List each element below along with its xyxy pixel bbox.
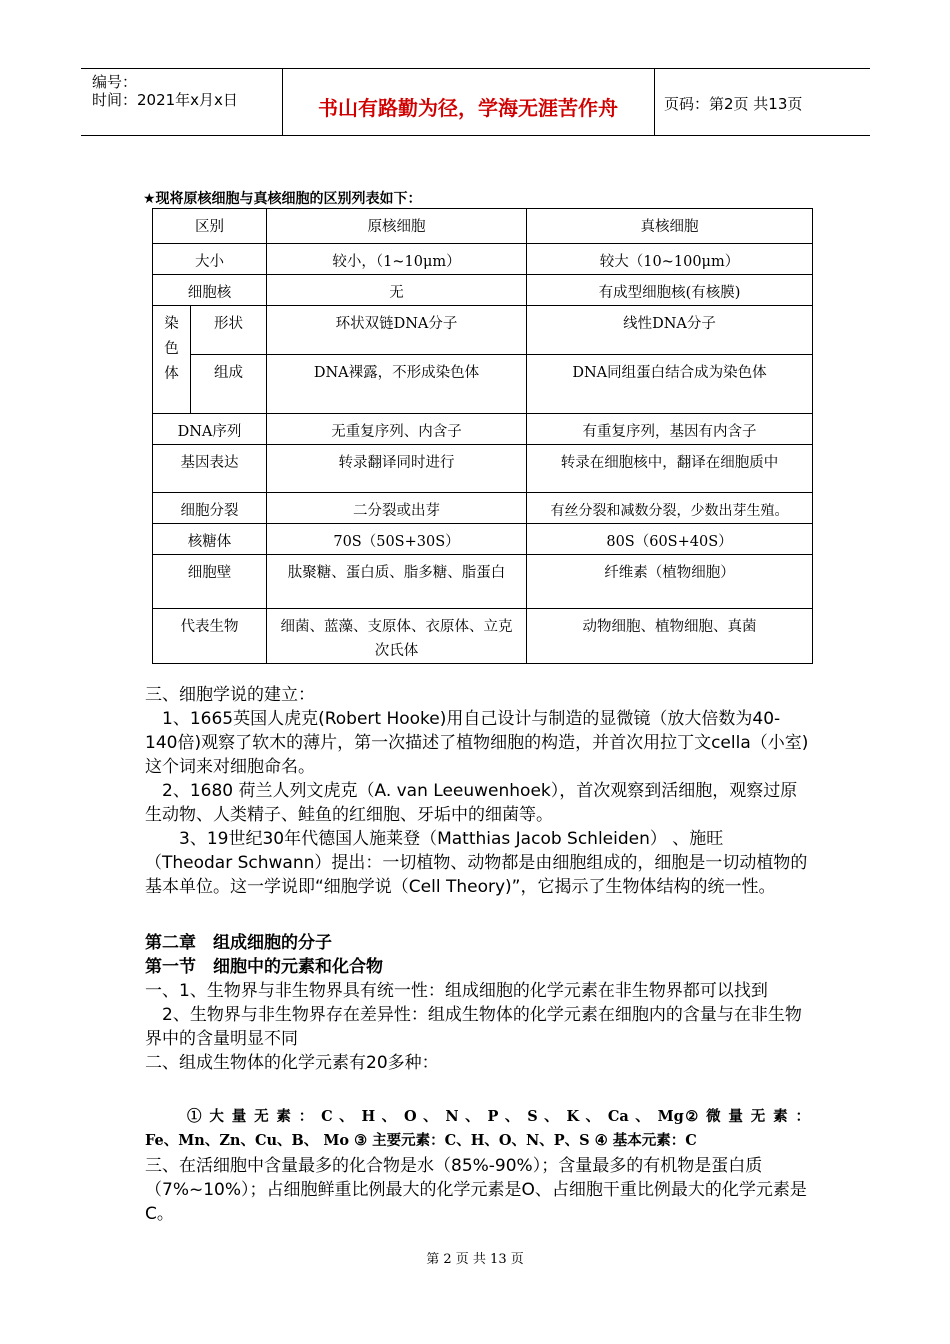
paragraph: 二、组成生物体的化学元素有20多种：: [145, 1053, 439, 1073]
eukaryote-cell: 有丝分裂和减数分裂，少数出芽生殖。: [527, 493, 813, 524]
row-label: 代表生物: [153, 609, 267, 664]
row-label: DNA序列: [153, 414, 267, 445]
chapter-title: 第二章 组成细胞的分子: [145, 933, 332, 953]
prokaryote-cell: 无重复序列、内含子: [267, 414, 527, 445]
row-label: 组成: [191, 355, 267, 414]
paragraph: 2、1680 荷兰人列文虎克（A. van Leeuwenhoek），首次观察到活细胞，观察过原生动物、人类精子、鲑鱼的红细胞、牙垢中的细菌等。: [145, 781, 798, 825]
eukaryote-cell: 动物细胞、植物细胞、真菌: [527, 609, 813, 664]
table-row: [153, 555, 813, 609]
prokaryote-cell: DNA裸露，不形成染色体: [267, 355, 527, 414]
table-header-cell: 原核细胞: [267, 209, 527, 244]
eukaryote-cell: 线性DNA分子: [527, 306, 813, 355]
header-number-label: 编号：: [92, 73, 138, 91]
cell-theory-section: [145, 683, 810, 899]
eukaryote-cell: 有成型细胞核(有核膜): [527, 275, 813, 306]
row-group-label: [153, 306, 191, 414]
section-heading: 三、细胞学说的建立：: [145, 685, 315, 705]
paragraph: 一、1、生物界与非生物界具有统一性：组成细胞的化学元素在非生物界都可以找到: [145, 981, 768, 1001]
table-header-row: [153, 209, 813, 244]
table-row: [153, 445, 813, 493]
elements-line: ① 大 量 无 素 ： C 、 H 、 O 、 N 、 P 、 S 、 K 、 Ca 、 Mg② 微 量 无 素 ：: [187, 1108, 810, 1125]
header-motto: 书山有路勤为径，学海无涯苦作舟: [318, 96, 618, 120]
elements-list: [145, 1105, 810, 1153]
row-label: 核糖体: [153, 524, 267, 555]
row-label: 形状: [191, 306, 267, 355]
row-label: 细胞核: [153, 275, 267, 306]
eukaryote-cell: 80S（60S+40S）: [527, 524, 813, 555]
table-row: [153, 275, 813, 306]
header-time-label: 时间：2021年x月x日: [92, 91, 238, 109]
prokaryote-cell: 细菌、蓝藻、支原体、衣原体、立克次氏体: [267, 609, 527, 664]
prokaryote-cell: 无: [267, 275, 527, 306]
table-row: [153, 524, 813, 555]
comparison-table: [152, 208, 813, 664]
header-divider-left: [282, 68, 283, 136]
table-header-cell: 真核细胞: [527, 209, 813, 244]
table-caption: ★现将原核细胞与真核细胞的区别列表如下：: [143, 191, 422, 207]
table-row: [153, 609, 813, 664]
row-label: 细胞分裂: [153, 493, 267, 524]
table-row: [153, 355, 813, 414]
header-bottom-rule: [81, 135, 870, 136]
compounds-section: [145, 1154, 810, 1226]
row-label: 基因表达: [153, 445, 267, 493]
table-row: [153, 306, 813, 355]
page-footer: 第 2 页 共 13 页: [426, 1252, 524, 1267]
prokaryote-cell: 较小，（1~10μm）: [267, 244, 527, 275]
section-title: 第一节 细胞中的元素和化合物: [145, 957, 383, 977]
eukaryote-cell: 纤维素（植物细胞）: [527, 555, 813, 609]
header-page-info: 页码：第2页 共13页: [664, 95, 803, 113]
prokaryote-cell: 环状双链DNA分子: [267, 306, 527, 355]
row-label: 大小: [153, 244, 267, 275]
chromosome-group-label: 染色体: [164, 316, 179, 382]
paragraph: 2、生物界与非生物界存在差异性：组成生物体的化学元素在细胞内的含量与在非生物界中的含量明显不同: [145, 1005, 802, 1049]
paragraph: 1、1665英国人虎克(Robert Hooke)用自己设计与制造的显微镜（放大倍数为40-140倍)观察了软木的薄片，第一次描述了植物细胞的构造，并首次用拉丁文cella（小室)这个词来对细胞命名。: [145, 709, 809, 777]
elements-line: Fe、Mn、Zn、Cu、B、 Mo ③ 主要元素：C、H、O、N、P、S ④ 基本元素：C: [145, 1132, 697, 1149]
prokaryote-cell: 转录翻译同时进行: [267, 445, 527, 493]
prokaryote-cell: 70S（50S+30S）: [267, 524, 527, 555]
eukaryote-cell: 有重复序列，基因有内含子: [527, 414, 813, 445]
table-row: [153, 244, 813, 275]
chapter-section: [145, 931, 810, 1075]
prokaryote-cell: 肽聚糖、蛋白质、脂多糖、脂蛋白: [267, 555, 527, 609]
paragraph: 3、19世纪30年代德国人施莱登（Matthias Jacob Schleiden） 、施旺（Theodar Schwann）提出：一切植物、动物都是由细胞组成的，细胞是一切动植物的基本单位。这一学说即“细胞学说（Cell Theory)”，它揭示了生物体结构的统一性。: [145, 829, 808, 897]
eukaryote-cell: 转录在细胞核中，翻译在细胞质中: [527, 445, 813, 493]
header-divider-right: [654, 68, 655, 136]
paragraph: 三、在活细胞中含量最多的化合物是水（85%-90%）；含量最多的有机物是蛋白质（7%~10%）；占细胞鲜重比例最大的化学元素是O、占细胞干重比例最大的化学元素是C。: [145, 1156, 807, 1224]
eukaryote-cell: 较大（10~100μm）: [527, 244, 813, 275]
eukaryote-cell: DNA同组蛋白结合成为染色体: [527, 355, 813, 414]
row-label: 细胞壁: [153, 555, 267, 609]
table-row: [153, 414, 813, 445]
header-top-rule: [81, 68, 870, 69]
table-header-cell: 区别: [153, 209, 267, 244]
prokaryote-cell: 二分裂或出芽: [267, 493, 527, 524]
table-row: [153, 493, 813, 524]
